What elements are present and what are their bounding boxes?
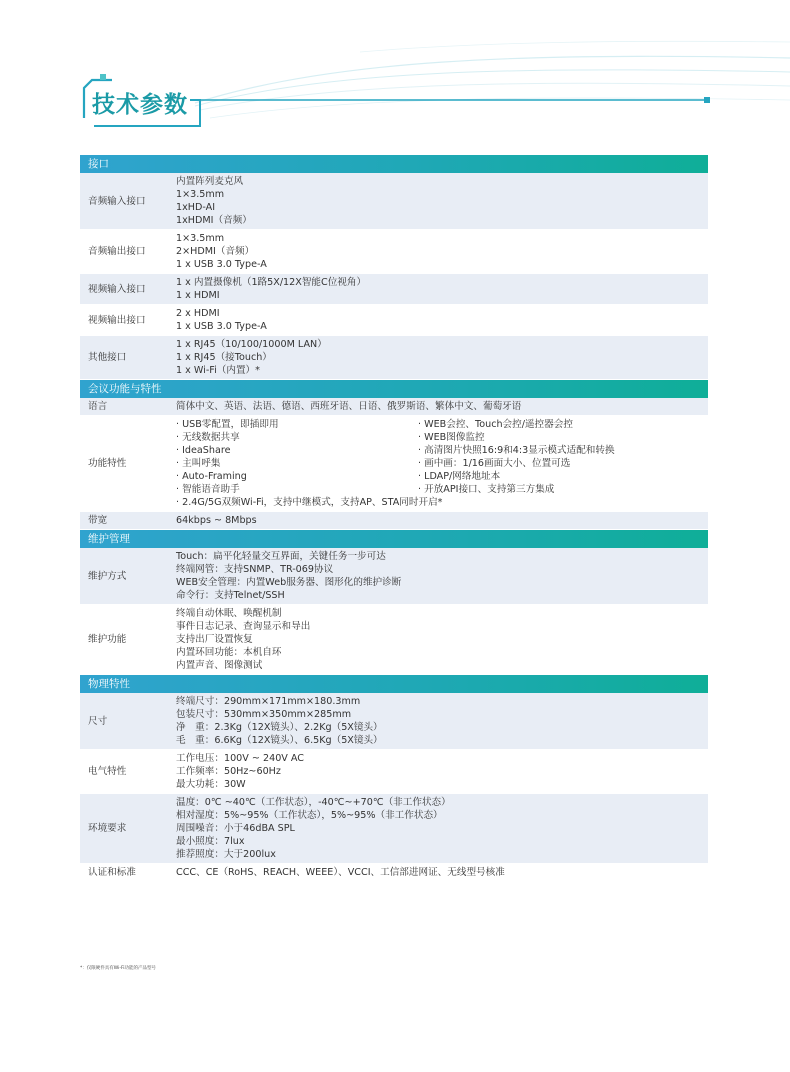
row-label: 维护功能: [80, 605, 174, 675]
footnote: *：仅限硬件具有Wi-Fi功能的产品型号: [80, 966, 156, 971]
row-label: 环境要求: [80, 794, 174, 864]
row-label: 视频输出接口: [80, 305, 174, 336]
row-value: 64kbps ~ 8Mbps: [174, 512, 708, 530]
row-value: 内置阵列麦克风 1×3.5mm 1xHD-AI 1xHDMI（音频）: [174, 173, 708, 230]
row-value: 终端自动休眠、唤醒机制 事件日志记录、查询显示和导出 支持出厂设置恢复 内置环回功能：本机自环 内置声音、图像测试: [174, 605, 708, 675]
row-value: 2 x HDMI 1 x USB 3.0 Type-A: [174, 305, 708, 336]
section-header-interface: 接口: [80, 155, 708, 173]
row-label: 视频输入接口: [80, 274, 174, 305]
row-label: 功能特性: [80, 416, 174, 512]
row-label: 尺寸: [80, 693, 174, 750]
section-header-meeting: 会议功能与特性: [80, 380, 708, 399]
table-row: [80, 336, 708, 380]
table-row: [80, 305, 708, 336]
table-row: [80, 750, 708, 794]
section-header-physical: 物理特性: [80, 675, 708, 694]
row-label: 音频输入接口: [80, 173, 174, 230]
table-row: [80, 548, 708, 605]
header-decoration: [0, 0, 790, 170]
row-value: 1×3.5mm 2×HDMI（音频） 1 x USB 3.0 Type-A: [174, 230, 708, 274]
row-label: 电气特性: [80, 750, 174, 794]
row-value: · USB零配置，即插即用 · 无线数据共享 · IdeaShare · 主叫呼集 · Auto-Framing · 智能语音助手 · WEB会控、Touch会控/遥控器会控 · WEB图像监控 · 高清图片快照16:9和4:3显示模式适配和转换 · 画中画：1/16画面大小、位置可选 · LDAP/网络地址本 · 开放API接口、支持第三方集成 · 2.4G/5G双频Wi-Fi，支持中继模式，支持AP、STA同时开启*: [174, 416, 708, 512]
row-value: 温度：0℃ ~40℃（工作状态），-40℃~+70℃（非工作状态） 相对湿度：5%~95%（工作状态），5%~95%（非工作状态） 周围噪音：小于46dBA SPL 最小照度：7lux 推荐照度：大于200lux: [174, 794, 708, 864]
table-row: [80, 512, 708, 530]
row-label: 认证和标准: [80, 864, 174, 882]
row-label: 语言: [80, 398, 174, 416]
table-row: [80, 274, 708, 305]
features-left: · USB零配置，即插即用 · 无线数据共享 · IdeaShare · 主叫呼集 · Auto-Framing · 智能语音助手: [176, 419, 279, 495]
row-value: 终端尺寸：290mm×171mm×180.3mm 包装尺寸：530mm×350mm×285mm 净 重：2.3Kg（12X镜头）、2.2Kg（5X镜头） 毛 重：6.6Kg（12X镜头）、6.5Kg（5X镜头）: [174, 693, 708, 750]
features-right: · WEB会控、Touch会控/遥控器会控 · WEB图像监控 · 高清图片快照16:9和4:3显示模式适配和转换 · 画中画：1/16画面大小、位置可选 · LDAP/网络地址本 · 开放API接口、支持第三方集成: [418, 419, 615, 495]
row-value: Touch：扁平化轻量交互界面，关键任务一步可达 终端网管：支持SNMP、TR-069协议 WEB安全管理：内置Web服务器、图形化的维护诊断 命令行：支持Telnet/SSH: [174, 548, 708, 605]
row-label: 其他接口: [80, 336, 174, 380]
row-label: 音频输出接口: [80, 230, 174, 274]
section-header-maintenance: 维护管理: [80, 530, 708, 549]
spec-table: [80, 155, 708, 882]
row-value: 简体中文、英语、法语、德语、西班牙语、日语、俄罗斯语、繁体中文、葡萄牙语: [174, 398, 708, 416]
table-row: [80, 230, 708, 274]
table-row: [80, 605, 708, 675]
table-row: [80, 173, 708, 230]
row-label: 带宽: [80, 512, 174, 530]
table-row: [80, 693, 708, 750]
row-value: 工作电压：100V ~ 240V AC 工作频率：50Hz~60Hz 最大功耗：30W: [174, 750, 708, 794]
features-grid: [176, 418, 708, 496]
row-label: 维护方式: [80, 548, 174, 605]
table-row: [80, 416, 708, 512]
table-row: [80, 864, 708, 882]
table-row: [80, 794, 708, 864]
row-value: CCC、CE（RoHS、REACH、WEEE）、VCCI、工信部进网证、无线型号核准: [174, 864, 708, 882]
row-value: 1 x 内置摄像机（1路5X/12X智能C位视角） 1 x HDMI: [174, 274, 708, 305]
row-value: 1 x RJ45（10/100/1000M LAN） 1 x RJ45（接Touch） 1 x Wi-Fi（内置）*: [174, 336, 708, 380]
table-row: [80, 398, 708, 416]
page-title: 技术参数: [92, 92, 188, 118]
